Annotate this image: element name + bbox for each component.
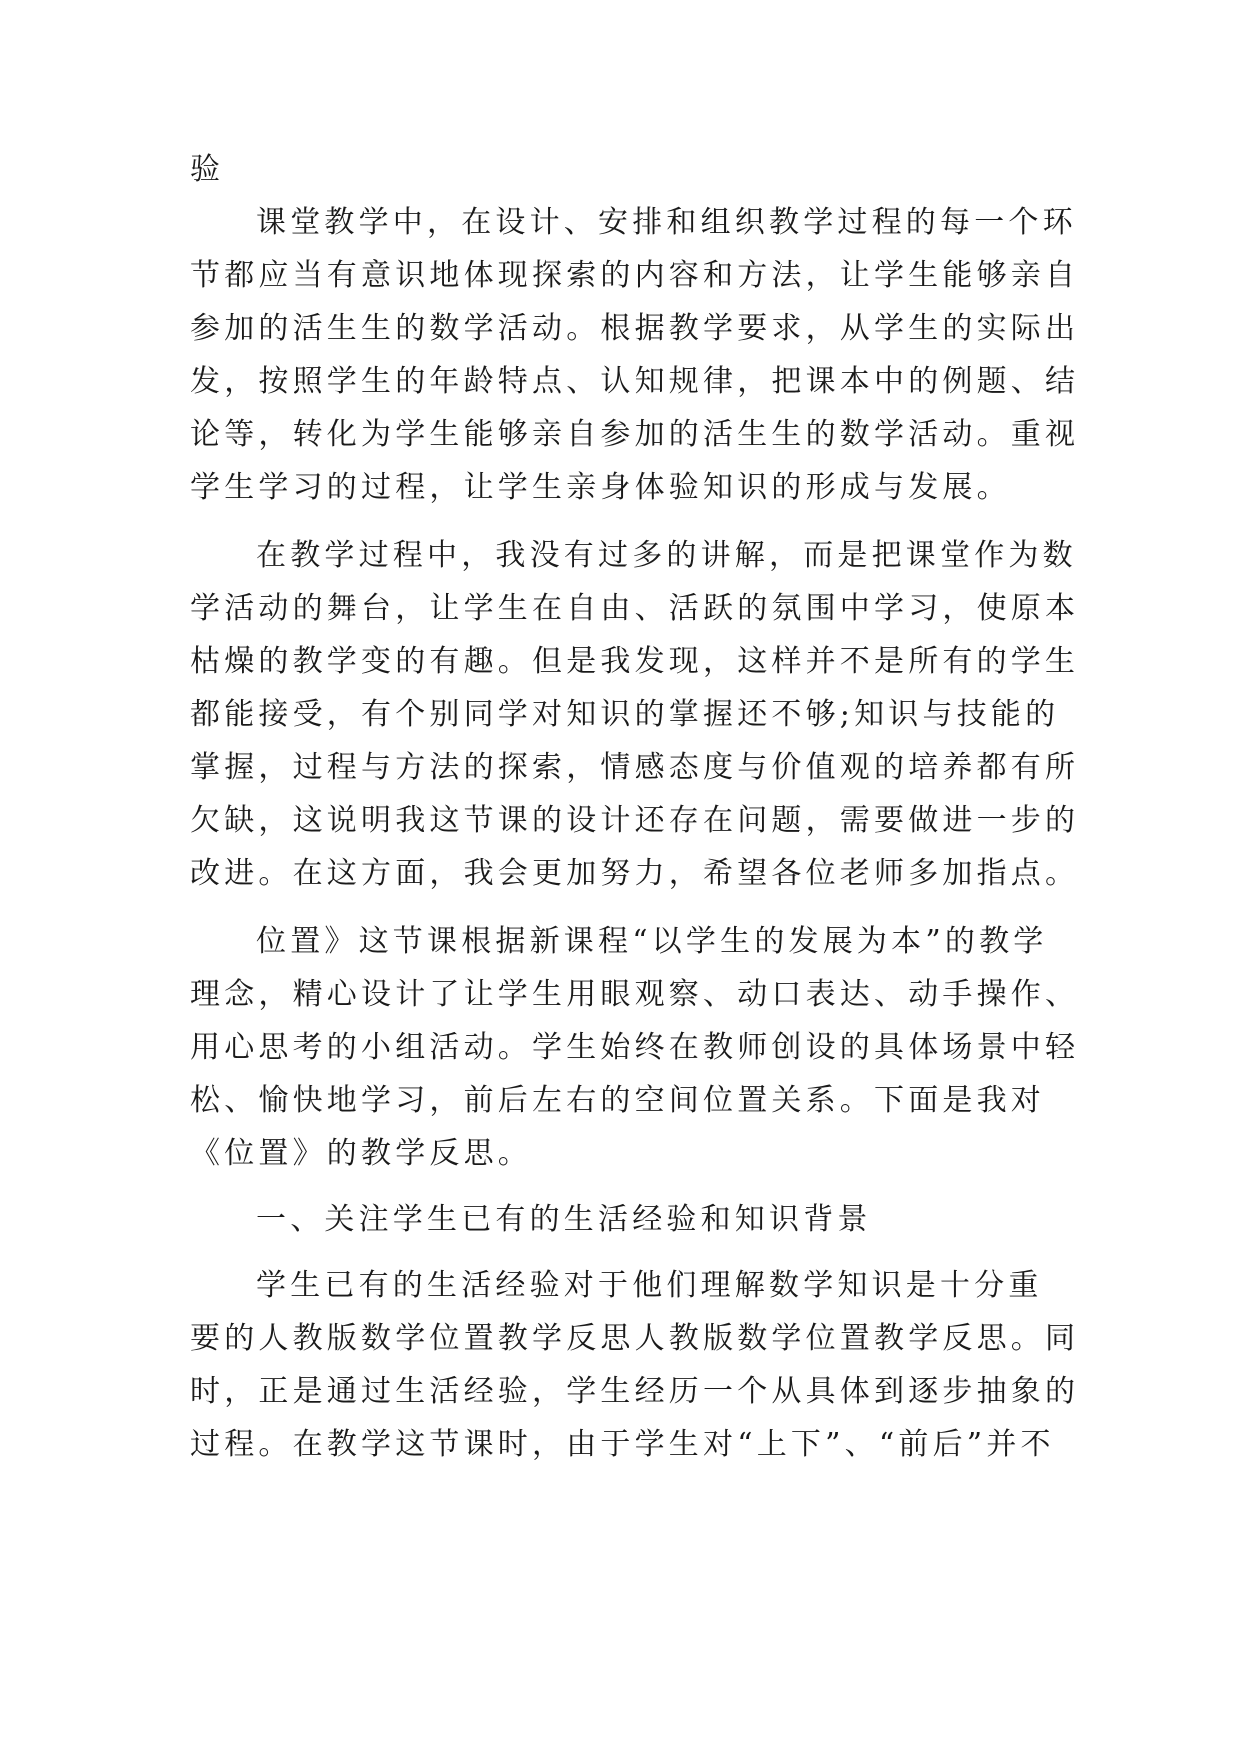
text-line: 理念，精心设计了让学生用眼观察、动口表达、动手操作、 bbox=[190, 977, 1080, 1012]
text-line: 发，按照学生的年龄特点、认知规律，把课本中的例题、结 bbox=[190, 364, 1080, 399]
text-line: 在教学过程中，我没有过多的讲解，而是把课堂作为数 bbox=[256, 538, 1077, 573]
text-line: 用心思考的小组活动。学生始终在教师创设的具体场景中轻 bbox=[190, 1030, 1080, 1065]
text-line: 过程。在教学这节课时，由于学生对“上下”、“前后”并不 bbox=[190, 1427, 1055, 1462]
text-line: 课堂教学中，在设计、安排和组织教学过程的每一个环 bbox=[256, 205, 1077, 240]
text-line: 枯燥的教学变的有趣。但是我发现，这样并不是所有的学生 bbox=[190, 644, 1080, 679]
text-line: 论等，转化为学生能够亲自参加的活生生的数学活动。重视 bbox=[190, 417, 1080, 452]
text-line: 掌握，过程与方法的探索，情感态度与价值观的培养都有所 bbox=[190, 750, 1080, 785]
text-line: 参加的活生生的数学活动。根据教学要求，从学生的实际出 bbox=[190, 311, 1080, 346]
section-heading: 一、关注学生已有的生活经验和知识背景 bbox=[256, 1202, 872, 1237]
text-line: 《位置》的教学反思。 bbox=[190, 1136, 532, 1171]
text-line: 学生已有的生活经验对于他们理解数学知识是十分重 bbox=[256, 1268, 1043, 1303]
text-line: 改进。在这方面，我会更加努力，希望各位老师多加指点。 bbox=[190, 856, 1080, 891]
text-line: 位置》这节课根据新课程“以学生的发展为本”的教学 bbox=[256, 924, 1048, 959]
text-line: 学生学习的过程，让学生亲身体验知识的形成与发展。 bbox=[190, 470, 1011, 505]
text-line: 验 bbox=[190, 152, 225, 187]
text-line: 都能接受，有个别同学对知识的掌握还不够;知识与技能的 bbox=[190, 697, 1060, 732]
text-line: 节都应当有意识地体现探索的内容和方法，让学生能够亲自 bbox=[190, 258, 1080, 293]
text-line: 时，正是通过生活经验，学生经历一个从具体到逐步抽象的 bbox=[190, 1374, 1080, 1409]
text-line: 要的人教版数学位置教学反思人教版数学位置教学反思。同 bbox=[190, 1321, 1080, 1356]
text-line: 松、愉快地学习，前后左右的空间位置关系。下面是我对 bbox=[190, 1083, 1045, 1118]
text-line: 学活动的舞台，让学生在自由、活跃的氛围中学习，使原本 bbox=[190, 591, 1080, 626]
text-line: 欠缺，这说明我这节课的设计还存在问题，需要做进一步的 bbox=[190, 803, 1080, 838]
